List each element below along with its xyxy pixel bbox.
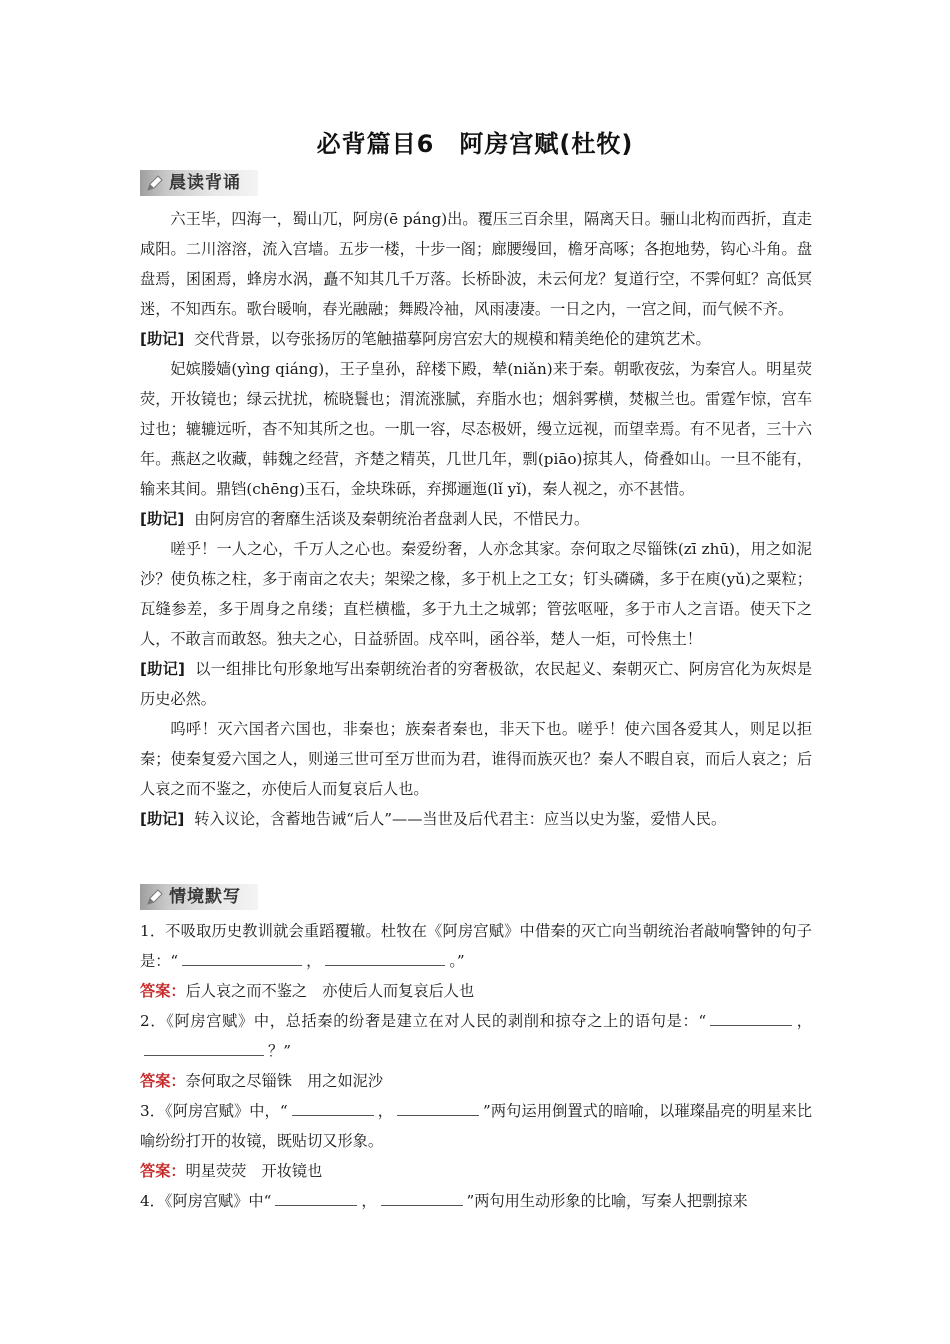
note-tag: [助记] <box>140 660 185 678</box>
answer-1 <box>140 976 812 1006</box>
note-tag: [助记] <box>140 510 185 528</box>
answer-blank[interactable] <box>397 1097 479 1116</box>
answer-blank[interactable] <box>292 1097 374 1116</box>
passage-paragraph-2: 妃嫔媵嫱(yìng qiáng)，王子皇孙，辞楼下殿，辇(niǎn)来于秦。朝歌夜弦，为秦宫人。明星荧荧，开妆镜也；绿云扰扰，梳晓鬟也；渭流涨腻，弃脂水也；烟斜雾横，焚椒兰也。雷霆乍惊，宫车过也；辘辘远听，杳不知其所之也。一肌一容，尽态极妍，缦立远视，而望幸焉。有不见者，三十六年。燕赵之收藏，韩魏之经营，齐楚之精英，几世几年，剽(piāo)掠其人，倚叠如山。一旦不能有，输来其间。鼎铛(chēng)玉石，金块珠砾，弃掷逦迤(lǐ yǐ)，秦人视之，亦不甚惜。 <box>140 360 812 498</box>
note-1 <box>140 324 812 354</box>
answer-text: 后人哀之而不鉴之 亦使后人而复哀后人也 <box>185 982 475 1000</box>
answer-label: 答案： <box>140 1072 186 1090</box>
question-3: 3．《阿房宫赋》中，“ ， ”两句运用倒置式的暗喻，以璀璨晶亮的明星来比喻纷纷打开的妆镜，既贴切又形象。 <box>140 1096 812 1156</box>
answer-blank[interactable] <box>275 1187 357 1206</box>
note-text: 转入议论，含蓄地告诫“后人”——当世及后代君主：应当以史为鉴，爱惜人民。 <box>194 810 727 828</box>
answer-3 <box>140 1156 812 1186</box>
note-2 <box>140 504 812 534</box>
answer-blank[interactable] <box>381 1187 463 1206</box>
question-1: 1．不吸取历史教训就会重蹈覆辙。杜牧在《阿房宫赋》中借秦的灭亡向当朝统治者敲响警钟的句子是：“ ， 。” <box>140 922 812 970</box>
note-text: 以一组排比句形象地写出秦朝统治者的穷奢极欲，农民起义、秦朝灭亡、阿房宫化为灰烬是历史必然。 <box>140 660 813 708</box>
answer-blank[interactable] <box>144 1037 264 1056</box>
page-title: 必背篇目6 阿房宫赋(杜牧) <box>316 130 634 158</box>
note-text: 由阿房宫的奢靡生活谈及秦朝统治者盘剥人民，不惜民力。 <box>194 510 590 528</box>
answer-label: 答案： <box>140 982 186 1000</box>
pen-icon <box>145 173 165 193</box>
note-text: 交代背景，以夸张扬厉的笔触描摹阿房宫宏大的规模和精美绝伦的建筑艺术。 <box>194 330 711 348</box>
section-banner-reading <box>140 170 258 196</box>
passage <box>140 204 812 834</box>
answer-2 <box>140 1066 812 1096</box>
answer-label: 答案： <box>140 1162 186 1180</box>
question-4: 4．《阿房宫赋》中“ ， ”两句用生动形象的比喻，写秦人把剽掠来 <box>140 1186 812 1216</box>
answer-blank[interactable] <box>710 1007 792 1026</box>
section-title-writing: 情境默写 <box>169 887 241 907</box>
passage-paragraph-1: 六王毕，四海一，蜀山兀，阿房(ē páng)出。覆压三百余里，隔离天日。骊山北构而西折，直走咸阳。二川溶溶，流入宫墙。五步一楼，十步一阁；廊腰缦回，檐牙高啄；各抱地势，钩心斗角。盘盘焉，囷囷焉，蜂房水涡，矗不知其几千万落。长桥卧波，未云何龙？复道行空，不霁何虹？高低冥迷，不知西东。歌台暖响，春光融融；舞殿冷袖，风雨凄凄。一日之内，一宫之间，而气候不齐。 <box>140 210 812 318</box>
section-banner-writing <box>140 884 258 910</box>
answer-text: 明星荧荧 开妆镜也 <box>185 1162 323 1180</box>
answer-blank[interactable] <box>325 947 445 966</box>
answer-blank[interactable] <box>182 947 302 966</box>
note-tag: [助记] <box>140 330 185 348</box>
section-title-reading: 晨读背诵 <box>169 173 241 193</box>
question-2: 2．《阿房宫赋》中，总括秦的纷奢是建立在对人民的剥削和掠夺之上的语句是：“ ，？” <box>140 1006 812 1066</box>
note-3 <box>140 654 812 714</box>
pen-icon <box>145 887 165 907</box>
note-tag: [助记] <box>140 810 185 828</box>
passage-paragraph-3: 嗟乎！一人之心，千万人之心也。秦爱纷奢，人亦念其家。奈何取之尽锱铢(zī zhū)，用之如泥沙？使负栋之柱，多于南亩之农夫；架梁之椽，多于机上之工女；钉头磷磷，多于在庾(yǔ)之粟粒；瓦缝参差，多于周身之帛缕；直栏横槛，多于九土之城郭；管弦呕哑，多于市人之言语。使天下之人，不敢言而敢怒。独夫之心，日益骄固。戍卒叫，函谷举，楚人一炬，可怜焦土！ <box>140 540 812 648</box>
note-4 <box>140 804 812 834</box>
questions <box>140 916 812 1216</box>
passage-paragraph-4: 呜呼！灭六国者六国也，非秦也；族秦者秦也，非天下也。嗟乎！使六国各爱其人，则足以拒秦；使秦复爱六国之人，则递三世可至万世而为君，谁得而族灭也？秦人不暇自哀，而后人哀之；后人哀之而不鉴之，亦使后人而复哀后人也。 <box>140 720 812 798</box>
answer-text: 奈何取之尽锱铢 用之如泥沙 <box>185 1072 383 1090</box>
